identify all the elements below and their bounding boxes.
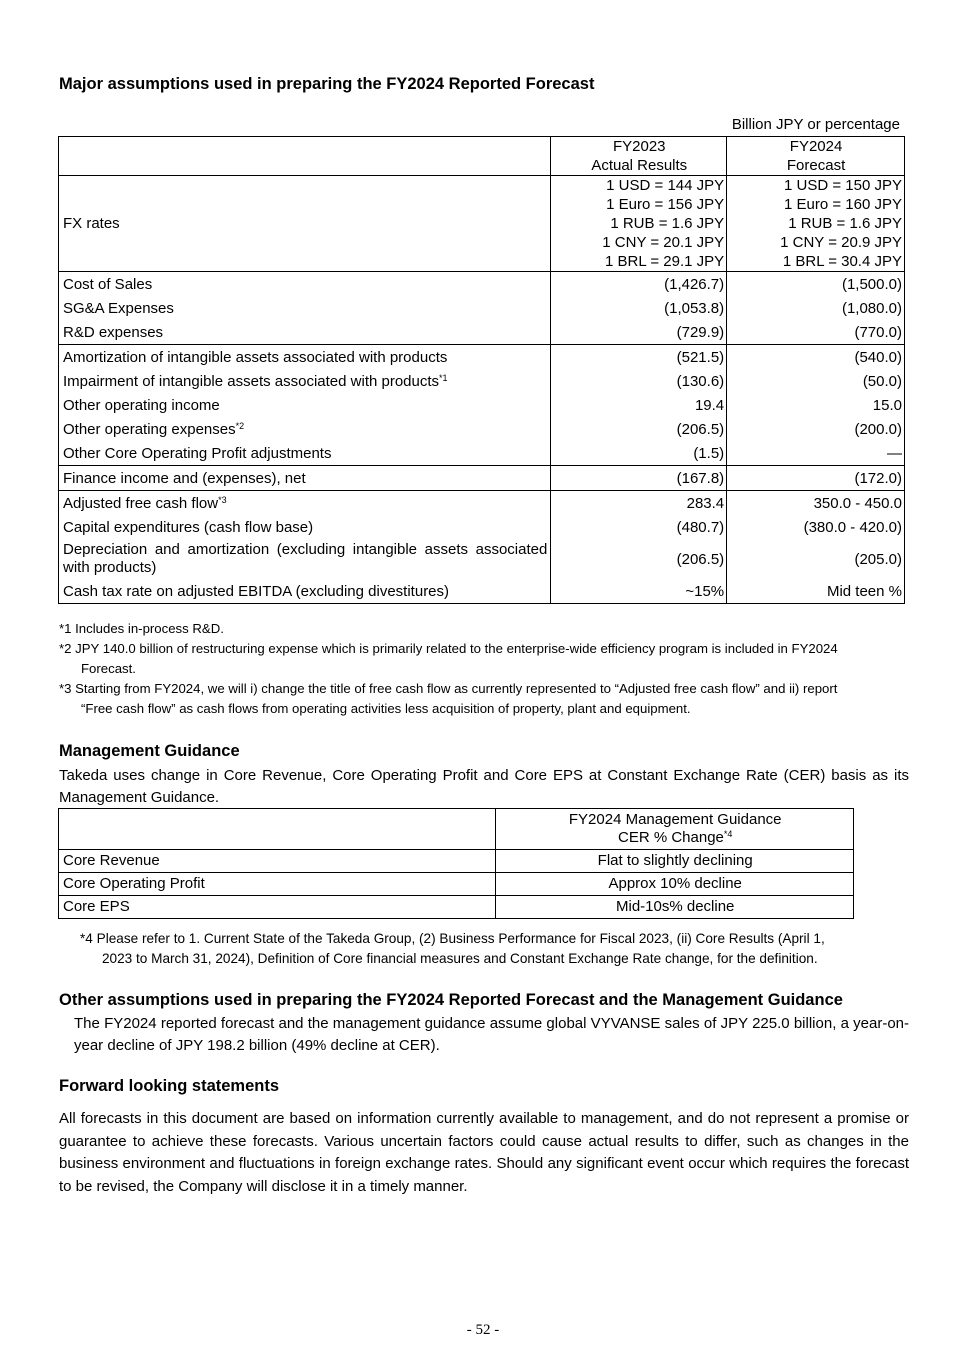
fy2023-value: ~15%	[551, 579, 727, 604]
fy2023-value: (480.7)	[551, 515, 727, 539]
fy2024-value: (50.0)	[727, 369, 905, 393]
guidance-header: FY2024 Management Guidance CER % Change$^{*4}$	[496, 809, 854, 850]
table-row	[59, 873, 854, 896]
row-label: Capital expenditures (cash flow base)	[59, 515, 551, 539]
footnote-4: *4 Please refer to 1. Current State of the Takeda Group, (2) Business Performance for Fiscal 2023, (ii) Core Results (April 1, 2023 to March 31, 2024), Definition of Core financial measures and Constant Exchange Rate change, for the definition.	[80, 931, 825, 966]
fy2023-value: (1,426.7)	[551, 272, 727, 297]
fy2023-value: (1,053.8)	[551, 296, 727, 320]
row-label: Finance income and (expenses), net	[59, 466, 551, 491]
table-row	[59, 491, 905, 516]
row-value: Mid-10s% decline	[496, 896, 854, 919]
fy2024-value: (205.0)	[727, 539, 905, 579]
row-label: Cost of Sales	[59, 272, 551, 297]
header-fy2024: FY2024 Forecast	[727, 137, 905, 176]
fx-rates-row	[59, 176, 905, 272]
row-label: Amortization of intangible assets associated with products	[59, 345, 551, 370]
table-row	[59, 850, 854, 873]
section-title-management-guidance: Management Guidance	[59, 742, 240, 760]
row-label: Impairment of intangible assets associated with products$^{*1}$	[59, 369, 551, 393]
fx-rates-label: FX rates	[59, 176, 551, 272]
section-title-forward-looking: Forward looking statements	[59, 1077, 280, 1095]
fy2023-value: (1.5)	[551, 441, 727, 466]
fy2023-value: (729.9)	[551, 320, 727, 345]
guidance-table	[58, 808, 854, 919]
table-row	[59, 369, 905, 393]
table-row	[59, 345, 905, 370]
table-row	[59, 579, 905, 604]
fy2024-value: (1,080.0)	[727, 296, 905, 320]
row-value: Flat to slightly declining	[496, 850, 854, 873]
row-label: SG&A Expenses	[59, 296, 551, 320]
fy2023-value: (521.5)	[551, 345, 727, 370]
fy2024-value: Mid teen %	[727, 579, 905, 604]
row-label: Core EPS	[59, 896, 496, 919]
header-fy2023: FY2023 Actual Results	[551, 137, 727, 176]
assumptions-table	[58, 136, 905, 604]
fy2024-value: (770.0)	[727, 320, 905, 345]
footnotes	[59, 619, 909, 719]
footnote-3: *3 Starting from FY2024, we will i) change the title of free cash flow as currently represented to “Adjusted free cash flow” and ii) report “Free cash flow” as cash flows from operating activities less acquisition of property, plant and equipment.	[59, 681, 838, 716]
row-label: R&D expenses	[59, 320, 551, 345]
fy2024-value: (1,500.0)	[727, 272, 905, 297]
fy2024-value: (172.0)	[727, 466, 905, 491]
fy2023-value: (167.8)	[551, 466, 727, 491]
table-row	[59, 296, 905, 320]
table-row	[59, 539, 905, 579]
table-row	[59, 417, 905, 441]
fx-fy2024: 1 USD = 150 JPY 1 Euro = 160 JPY 1 RUB = 1.6 JPY 1 CNY = 20.9 JPY 1 BRL = 30.4 JPY	[727, 176, 905, 272]
row-label: Adjusted free cash flow$^{*3}$	[59, 491, 551, 516]
row-label: Other operating income	[59, 393, 551, 417]
table-header-row	[59, 137, 905, 176]
table-row	[59, 896, 854, 919]
page-number: - 52 -	[466, 1322, 500, 1338]
fy2023-value: (206.5)	[551, 539, 727, 579]
fx-fy2023: 1 USD = 144 JPY 1 Euro = 156 JPY 1 RUB = 1.6 JPY 1 CNY = 20.1 JPY 1 BRL = 29.1 JPY	[551, 176, 727, 272]
fy2024-value: (380.0 - 420.0)	[727, 515, 905, 539]
forward-looking-body: All forecasts in this document are based on information currently available to management, and do not represent a promise or guarantee to achieve these forecasts. Various uncertain factors could cause actual results to differ, such as changes in the business environment and fluctuations in foreign exchange rates. Should any significant event occur which requires the forecast to be revised, the Company will disclose it in a timely manner.	[59, 1110, 909, 1195]
row-label: Cash tax rate on adjusted EBITDA (excluding divestitures)	[59, 579, 551, 604]
row-label: Core Operating Profit	[59, 873, 496, 896]
fy2024-value: 15.0	[727, 393, 905, 417]
table-row	[59, 466, 905, 491]
other-assumptions-body: The FY2024 reported forecast and the management guidance assume global VYVANSE sales of JPY 225.0 billion, a year-on-year decline of JPY 198.2 billion (49% decline at CER).	[74, 1015, 909, 1054]
table-row	[59, 272, 905, 297]
row-label: Depreciation and amortization (excluding intangible assets associated with products)	[59, 539, 551, 579]
management-guidance-intro: Takeda uses change in Core Revenue, Core Operating Profit and Core EPS at Constant Exchange Rate (CER) basis as its Management Guidance.	[59, 767, 909, 806]
footnote-2: *2 JPY 140.0 billion of restructuring expense which is primarily related to the enterprise-wide efficiency program is included in FY2024 Forecast.	[59, 641, 838, 676]
section-title-major-assumptions: Major assumptions used in preparing the FY2024 Reported Forecast	[59, 75, 595, 93]
fy2023-value: 283.4	[551, 491, 727, 516]
section-title-other-assumptions: Other assumptions used in preparing the FY2024 Reported Forecast and the Management Guidance	[59, 991, 843, 1009]
unit-label: Billion JPY or percentage	[731, 116, 900, 133]
table-row	[59, 393, 905, 417]
footnote-1: *1 Includes in-process R&D.	[59, 621, 224, 636]
fy2024-value: (540.0)	[727, 345, 905, 370]
guidance-header-row	[59, 809, 854, 850]
fy2023-value: (130.6)	[551, 369, 727, 393]
table-row	[59, 320, 905, 345]
row-label: Other Core Operating Profit adjustments	[59, 441, 551, 466]
fy2024-value: 350.0 - 450.0	[727, 491, 905, 516]
fy2023-value: 19.4	[551, 393, 727, 417]
table-row	[59, 515, 905, 539]
fy2024-value: —	[727, 441, 905, 466]
row-label: Other operating expenses$^{*2}$	[59, 417, 551, 441]
table-row	[59, 441, 905, 466]
fy2023-value: (206.5)	[551, 417, 727, 441]
fy2024-value: (200.0)	[727, 417, 905, 441]
row-label: Core Revenue	[59, 850, 496, 873]
row-value: Approx 10% decline	[496, 873, 854, 896]
